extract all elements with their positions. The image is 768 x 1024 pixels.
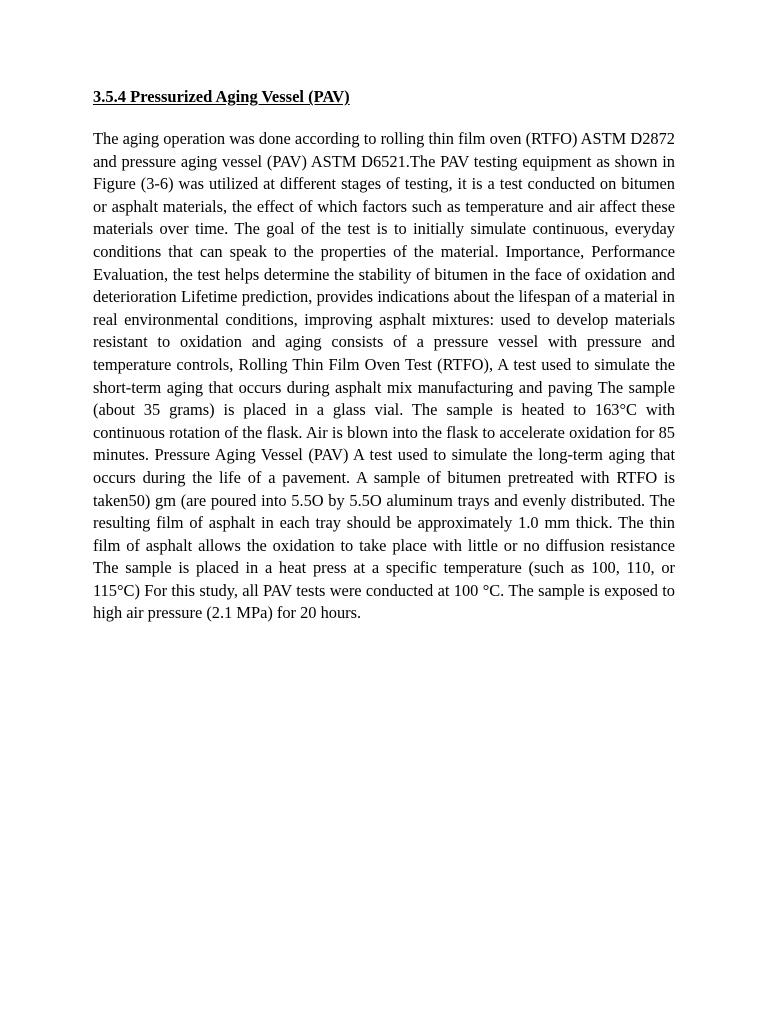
body-paragraph: The aging operation was done according to rolling thin film oven (RTFO) ASTM D2872 and pressure aging vessel (PAV) ASTM D6521.The PAV testing equipment as shown in Figure (3-6) was utilized at different stages of testing, it is a test conducted on bitumen or asphalt materials, the effect of which factors such as temperature and air affect these materials over time. The goal of the test is to initially simulate continuous, everyday conditions that can speak to the properties of the material. Importance, Performance Evaluation, the test helps determine the stability of bitumen in the face of oxidation and deterioration Lifetime prediction, provides indications about the lifespan of a material in real environmental conditions, improving asphalt mixtures: used to develop materials resistant to oxidation and aging consists of a pressure vessel with pressure and temperature controls, Rolling Thin Film Oven Test (RTFO), A test used to simulate the short-term aging that occurs during asphalt mix manufacturing and paving The sample (about 35 grams) is placed in a glass vial. The sample is heated to 163°C with continuous rotation of the flask. Air is blown into the flask to accelerate oxidation for 85 minutes. Pressure Aging Vessel (PAV) A test used to simulate the long-term aging that occurs during the life of a pavement. A sample of bitumen pretreated with RTFO is taken50) gm (are poured into 5.5O by 5.5O aluminum trays and evenly distributed. The resulting film of asphalt in each tray should be approximately 1.0 mm thick. The thin film of asphalt allows the oxidation to take place with little or no diffusion resistance The sample is placed in a heat press at a specific temperature (such as 100, 110, or 115°C) For this study, all PAV tests were conducted at 100 °C. The sample is exposed to high air pressure (2.1 MPa) for 20 hours. [93, 129, 675, 623]
section-heading: 3.5.4 Pressurized Aging Vessel (PAV) [93, 87, 350, 106]
